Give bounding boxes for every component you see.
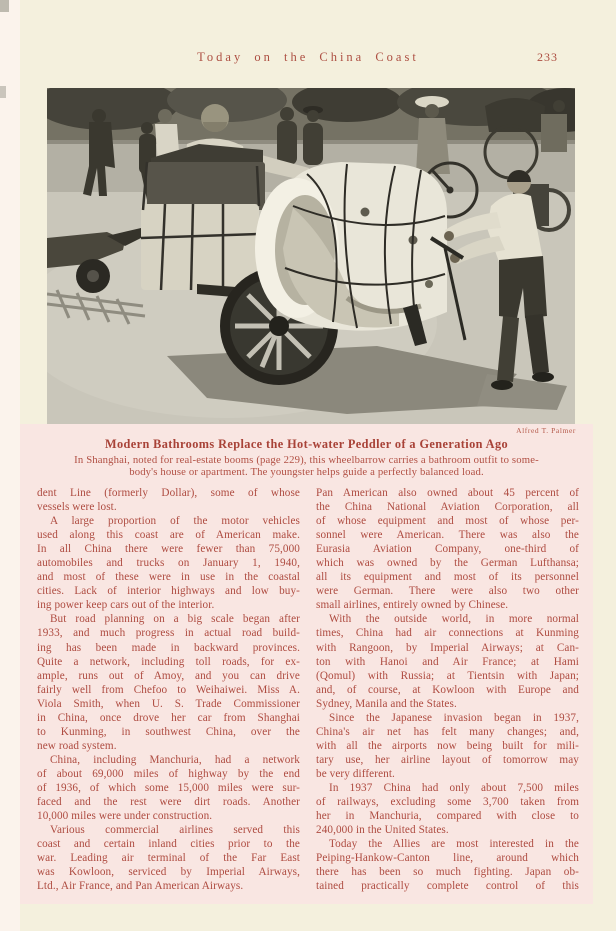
paragraph [37,823,300,893]
text-line: sonnel were American. There was also the [316,529,579,542]
text-line: Since the Japanese invasion began in 1937, [329,711,579,724]
text-line: cities. Lack of interior highways and low buy- [37,585,300,598]
text-line: and, of course, at Kowloon with Europe and [316,683,579,696]
text-line: of railways, excluding some 3,700 taken from [316,796,579,809]
text-line: ample, runs out of Amoy, and you can drive [37,669,300,682]
scan-artifact [0,86,6,98]
text-line: Today the Allies are most interested in the [329,838,579,851]
text-line: ing power keep cars out of the interior. [37,599,215,612]
paragraph [316,781,579,837]
caption-line: In Shanghai, noted for real-estate booms (page 229), this wheelbarrow carries a bathroom outfit to some- [74,454,539,466]
text-line: ing has been made in backward provinces. [37,641,300,654]
text-line: (Qomul) with Russia; at Tientsin with Japan; [316,669,579,682]
paragraph [316,711,579,781]
text-line: 1933, and much progress in actual road build- [37,627,300,640]
text-line: faced and the rest were dirt roads. Another [37,796,300,809]
text-line: all its equipment and most of its personnel [316,571,579,584]
left-column [37,486,300,893]
text-line: there has been so much fighting. Japan ob- [316,866,579,879]
text-line: 10,000 miles were under construction. [37,810,213,823]
text-line: were German. There were also two other [316,585,579,598]
text-line: In all China there were fewer than 75,000 [37,543,300,556]
photo-illustration [47,88,575,424]
text-line: Eurasia Aviation Company, one-third of [316,543,579,556]
text-line: Pan American also owned about 45 percent of [316,487,579,499]
text-line: new road system. [37,739,117,752]
text-line: China's air net has felt many changes; and, [316,725,579,738]
photo-wheelbarrow-bathtub [47,88,575,424]
text-line: In 1937 China had only about 7,500 miles [329,781,579,794]
text-line: war. Leading air terminal of the Far East [37,852,300,865]
text-line: of about 69,000 miles of highway by the end [37,767,300,780]
text-line: to Kunming, in southwest China, over the [37,725,300,738]
caption-title: Modern Bathrooms Replace the Hot-water Peddler of a Generation Ago [104,437,509,451]
text-line: used along this coast are of American make. [37,529,300,542]
paragraph [37,514,300,612]
text-line: tained practically complete control of this [316,880,579,893]
running-head: Today on the China Coast [197,50,419,64]
caption-body [20,454,593,479]
paragraph [37,486,300,514]
text-line: tary use, her airline layout of tomorrow may [316,753,579,766]
text-line: with all the airports now being built for mili- [316,739,579,752]
text-line: fairly well from Chefoo to Weihaiwei. Miss A. [37,683,300,696]
page-number: 233 [537,50,558,64]
text-line: vessels were lost. [37,501,117,514]
text-line: and most of these were in use in the coastal [37,571,300,584]
paragraph [316,486,579,612]
caption-line: body's house or apartment. The youngster helps guide a perfectly balanced load. [129,466,484,479]
text-line: coast and certain inland cities prior to the [37,838,300,851]
text-line: Various commercial airlines served this [50,824,300,837]
right-column [316,486,579,893]
text-line: of 1936, of which some 15,000 miles were sur- [37,781,300,794]
text-line: small airlines, entirely owned by Chinese. [316,599,509,612]
text-line: Ltd., Air France, and Pan American Airways. [37,880,244,893]
text-line: which was owned by the German Lufthansa; [316,557,579,570]
text-line: of whose equipment and most of whose per- [316,515,579,528]
text-line: 240,000 in the United States. [316,824,449,837]
paragraph [37,612,300,752]
text-line: be very different. [316,767,395,780]
body-text [37,486,579,893]
text-line: With the outside world, in more normal [329,613,579,626]
text-line: her in Manchuria, compared with close to [316,810,579,823]
scan-edge-strip [0,0,20,931]
paragraph [37,753,300,823]
text-line: But road planning on a big scale began after [50,613,300,626]
paragraph [316,612,579,710]
text-line: Viola Smith, when U. S. Trade Commissioner [37,697,300,710]
text-line: Peiping-Hankow-Canton line, around which [316,852,579,865]
text-line: was Kowloon, serviced by Imperial Airways, [37,866,300,879]
text-line: with Rangoon, by Imperial Airways; at Can- [316,641,579,654]
text-line: dent Line (formerly Dollar), some of whose [37,487,300,499]
text-line: times, China had air connections at Kunming [316,627,579,640]
text-line: China, including Manchuria, had a network [50,753,300,766]
text-line: A large proportion of the motor vehicles [50,515,300,528]
text-line: automobiles and trucks on January 1, 1940, [37,557,300,570]
text-line: ton with Hanoi and Air France; at Hami [316,655,579,668]
caption-and-text-band [20,424,593,904]
text-line: Sydney, Manila and the States. [316,697,457,710]
text-line: Quite a network, including toll roads, for ex- [37,655,300,668]
text-line: in China, once drove her car from Shanghai [37,711,300,724]
text-line: the China National Aviation Corporation, all [316,501,579,514]
photo-credit: Alfred T. Palmer [516,426,576,435]
paragraph [316,837,579,893]
scan-artifact [0,0,9,12]
